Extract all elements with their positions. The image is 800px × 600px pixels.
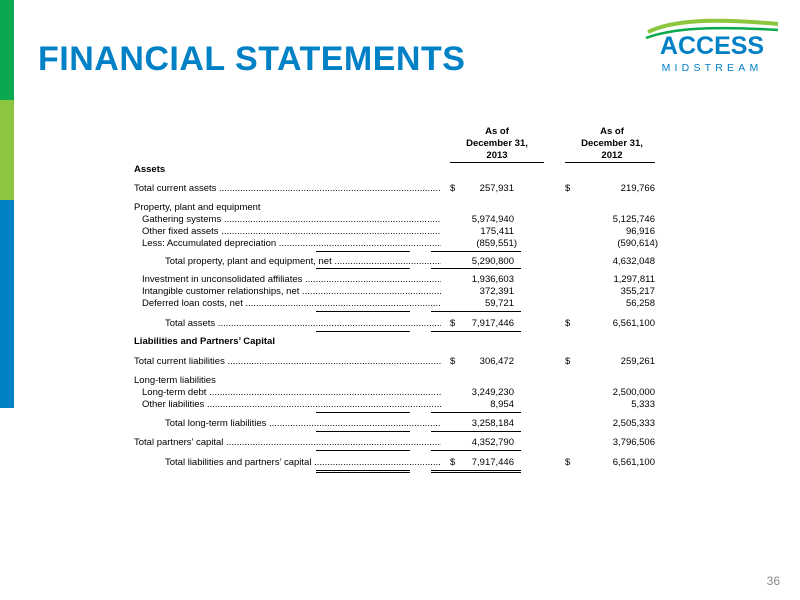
- table-row: Gathering systems ..... 5,974,940 5,125,746: [134, 213, 664, 226]
- assets-section-header: Assets: [134, 164, 166, 175]
- table-row: Intangible customer relationships, net ..... 372,391 355,217: [134, 285, 664, 298]
- table-row: Total long-term liabilities ..... 3,258,184 2,505,333: [134, 417, 664, 430]
- table-row: Total liabilities and partners’ capital ..... $ 7,917,446 $ 6,561,100: [134, 456, 664, 469]
- liabilities-section-header: Liabilities and Partners’ Capital: [134, 336, 275, 347]
- table-row: Other fixed assets ..... 175,411 96,916: [134, 225, 664, 238]
- column-header-2012: As of December 31, 2012: [581, 126, 643, 161]
- page-title: FINANCIAL STATEMENTS: [38, 40, 466, 78]
- table-row: Deferred loan costs, net ..... 59,721 56,258: [134, 297, 664, 310]
- table-row: Investment in unconsolidated affiliates ..... 1,936,603 1,297,811: [134, 273, 664, 286]
- page-number: 36: [766, 574, 780, 588]
- table-row: Total partners’ capital ..... 4,352,790 3,796,506: [134, 436, 664, 449]
- table-row: Total current assets ..... $ 257,931 $ 219,766: [134, 182, 664, 195]
- logo-subtitle: MIDSTREAM: [661, 62, 763, 74]
- table-row: Total assets ..... $ 7,917,446 $ 6,561,100: [134, 317, 664, 330]
- column-header-2013: As of December 31, 2013: [466, 126, 528, 161]
- table-row: Other liabilities ..... 8,954 5,333: [134, 398, 664, 411]
- table-row: Property, plant and equipment: [134, 202, 261, 213]
- logo-wordmark: ACCESS: [659, 32, 765, 60]
- table-row: Total property, plant and equipment, net ..... 5,290,800 4,632,048: [134, 255, 664, 268]
- table-row: Total current liabilities ..... $ 306,472 $ 259,261: [134, 355, 664, 368]
- table-row: Long-term liabilities: [134, 375, 216, 386]
- table-row: Long-term debt ..... 3,249,230 2,500,000: [134, 386, 664, 399]
- table-row: Less: Accumulated depreciation ..... (859,551) (590,614): [134, 237, 664, 250]
